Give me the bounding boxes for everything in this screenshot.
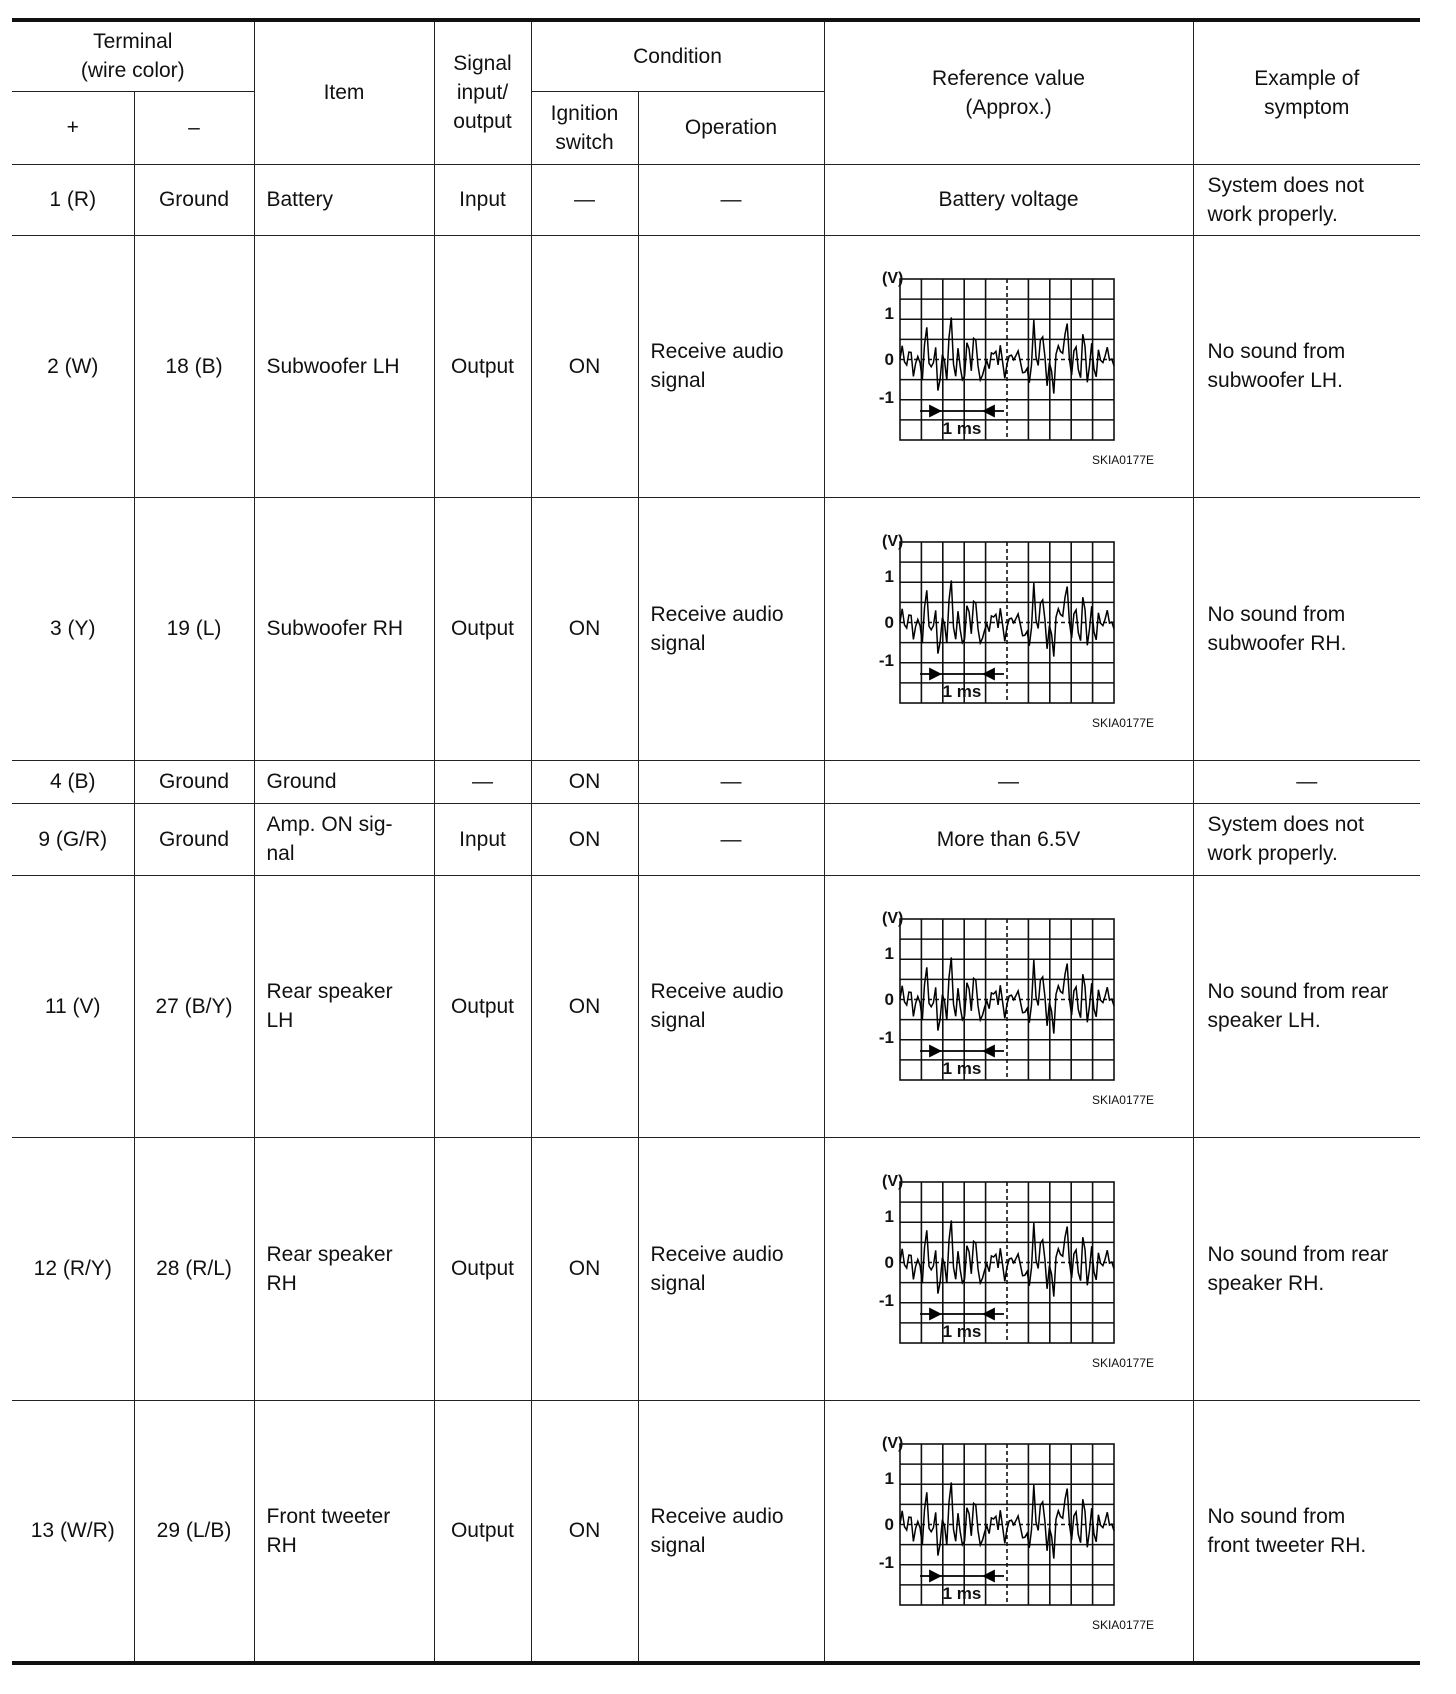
oscilloscope-waveform — [854, 261, 1164, 471]
header-plus: + — [12, 91, 134, 164]
oscilloscope-waveform — [854, 1164, 1164, 1374]
oscilloscope-waveform — [854, 524, 1164, 734]
operation: — — [638, 760, 824, 803]
ignition-switch: ON — [531, 760, 638, 803]
reference-waveform-cell — [824, 1400, 1193, 1663]
terminal-plus: 2 (W) — [12, 235, 134, 497]
waveform-y-tick: 0 — [884, 990, 894, 1009]
waveform-y-tick: 0 — [884, 1514, 894, 1534]
waveform-y-tick: -1 — [878, 1290, 894, 1310]
waveform-y-tick: 1 — [884, 1468, 894, 1488]
waveform-y-tick: -1 — [878, 388, 894, 407]
waveform-time-label: 1 ms — [942, 419, 981, 438]
header-condition: Condition — [531, 20, 824, 91]
waveform-unit-label: (V) — [881, 910, 903, 927]
time-scale-marker — [920, 1571, 1004, 1581]
figure-code: SKIA0177E — [1091, 715, 1154, 730]
signal-io: Output — [434, 497, 531, 760]
item: Rear speaker LH — [254, 875, 434, 1137]
header-item: Item — [254, 20, 434, 164]
item: Subwoofer RH — [254, 497, 434, 760]
time-scale-marker — [920, 406, 1004, 416]
waveform-time-label: 1 ms — [942, 1059, 981, 1078]
waveform-y-tick: 0 — [884, 350, 894, 369]
waveform-y-tick: 1 — [884, 1206, 894, 1226]
table-row — [12, 1137, 1420, 1400]
figure-code: SKIA0177E — [1091, 1093, 1154, 1107]
symptom: No sound from subwoofer LH. — [1193, 235, 1420, 497]
figure-code: SKIA0177E — [1091, 1617, 1154, 1632]
waveform-y-tick: -1 — [878, 1028, 894, 1047]
table-row — [12, 1400, 1420, 1663]
waveform-y-tick: 0 — [884, 612, 894, 632]
item: Rear speaker RH — [254, 1137, 434, 1400]
waveform-time-label: 1 ms — [942, 681, 981, 701]
figure-code: SKIA0177E — [1091, 1355, 1154, 1370]
terminal-minus: 27 (B/Y) — [134, 875, 254, 1137]
item: Battery — [254, 164, 434, 235]
signal-io: Input — [434, 164, 531, 235]
signal-io: — — [434, 760, 531, 803]
waveform-unit-label: (V) — [881, 532, 903, 550]
table-row — [12, 760, 1420, 803]
terminal-minus: Ground — [134, 760, 254, 803]
signal-io: Output — [434, 1137, 531, 1400]
waveform-unit-label: (V) — [881, 1434, 903, 1452]
reference-value: More than 6.5V — [824, 803, 1193, 875]
operation: Receive audio signal — [638, 1137, 824, 1400]
signal-io: Output — [434, 235, 531, 497]
waveform-time-label: 1 ms — [942, 1583, 981, 1603]
ignition-switch: ON — [531, 803, 638, 875]
table-row — [12, 497, 1420, 760]
operation: Receive audio signal — [638, 875, 824, 1137]
reference-waveform-cell — [824, 1137, 1193, 1400]
table-row — [12, 803, 1420, 875]
terminal-minus: 29 (L/B) — [134, 1400, 254, 1663]
terminal-minus: 19 (L) — [134, 497, 254, 760]
symptom: No sound from rear speaker LH. — [1193, 875, 1420, 1137]
waveform-time-label: 1 ms — [942, 1321, 981, 1341]
ignition-switch: ON — [531, 235, 638, 497]
waveform-unit-label: (V) — [881, 270, 903, 287]
ignition-switch: ON — [531, 1137, 638, 1400]
terminal-plus: 4 (B) — [12, 760, 134, 803]
item: Front tweeter RH — [254, 1400, 434, 1663]
oscilloscope-waveform — [854, 901, 1164, 1111]
terminal-plus: 13 (W/R) — [12, 1400, 134, 1663]
operation: Receive audio signal — [638, 497, 824, 760]
operation: — — [638, 164, 824, 235]
table-row — [12, 164, 1420, 235]
header-reference: Reference value (Approx.) — [824, 20, 1193, 164]
terminal-minus: Ground — [134, 803, 254, 875]
terminal-reference-table — [12, 18, 1420, 1665]
symptom: No sound from front tweeter RH. — [1193, 1400, 1420, 1663]
item: Ground — [254, 760, 434, 803]
header-symptom: Example of symptom — [1193, 20, 1420, 164]
signal-io: Output — [434, 875, 531, 1137]
waveform-y-tick: 0 — [884, 1252, 894, 1272]
waveform-y-tick: 1 — [884, 944, 894, 963]
ignition-switch: ON — [531, 875, 638, 1137]
symptom: System does not work properly. — [1193, 164, 1420, 235]
header-signal: Signal input/ output — [434, 20, 531, 164]
reference-waveform-cell — [824, 235, 1193, 497]
operation: — — [638, 803, 824, 875]
time-scale-marker — [920, 669, 1004, 679]
waveform-y-tick: 1 — [884, 566, 894, 586]
reference-value: Battery voltage — [824, 164, 1193, 235]
terminal-plus: 1 (R) — [12, 164, 134, 235]
table-row — [12, 875, 1420, 1137]
table-row — [12, 235, 1420, 497]
terminal-plus: 3 (Y) — [12, 497, 134, 760]
reference-waveform-cell — [824, 875, 1193, 1137]
symptom: — — [1193, 760, 1420, 803]
reference-waveform-cell — [824, 497, 1193, 760]
oscilloscope-waveform — [854, 1426, 1164, 1636]
terminal-plus: 11 (V) — [12, 875, 134, 1137]
terminal-minus: 28 (R/L) — [134, 1137, 254, 1400]
terminal-plus: 12 (R/Y) — [12, 1137, 134, 1400]
waveform-y-tick: -1 — [878, 1552, 894, 1572]
waveform-y-tick: -1 — [878, 650, 894, 670]
symptom: No sound from subwoofer RH. — [1193, 497, 1420, 760]
symptom: System does not work properly. — [1193, 803, 1420, 875]
header-minus: – — [134, 91, 254, 164]
terminal-plus: 9 (G/R) — [12, 803, 134, 875]
operation: Receive audio signal — [638, 1400, 824, 1663]
header-terminal: Terminal (wire color) — [12, 20, 254, 91]
ignition-switch: ON — [531, 1400, 638, 1663]
terminal-minus: 18 (B) — [134, 235, 254, 497]
ignition-switch: — — [531, 164, 638, 235]
header-operation: Operation — [638, 91, 824, 164]
signal-io: Input — [434, 803, 531, 875]
waveform-y-tick: 1 — [884, 304, 894, 323]
item: Subwoofer LH — [254, 235, 434, 497]
reference-value: — — [824, 760, 1193, 803]
figure-code: SKIA0177E — [1091, 453, 1154, 467]
operation: Receive audio signal — [638, 235, 824, 497]
time-scale-marker — [920, 1309, 1004, 1319]
symptom: No sound from rear speaker RH. — [1193, 1137, 1420, 1400]
signal-io: Output — [434, 1400, 531, 1663]
item: Amp. ON sig- nal — [254, 803, 434, 875]
header-ignition: Ignition switch — [531, 91, 638, 164]
ignition-switch: ON — [531, 497, 638, 760]
time-scale-marker — [920, 1046, 1004, 1056]
terminal-minus: Ground — [134, 164, 254, 235]
waveform-unit-label: (V) — [881, 1172, 903, 1190]
